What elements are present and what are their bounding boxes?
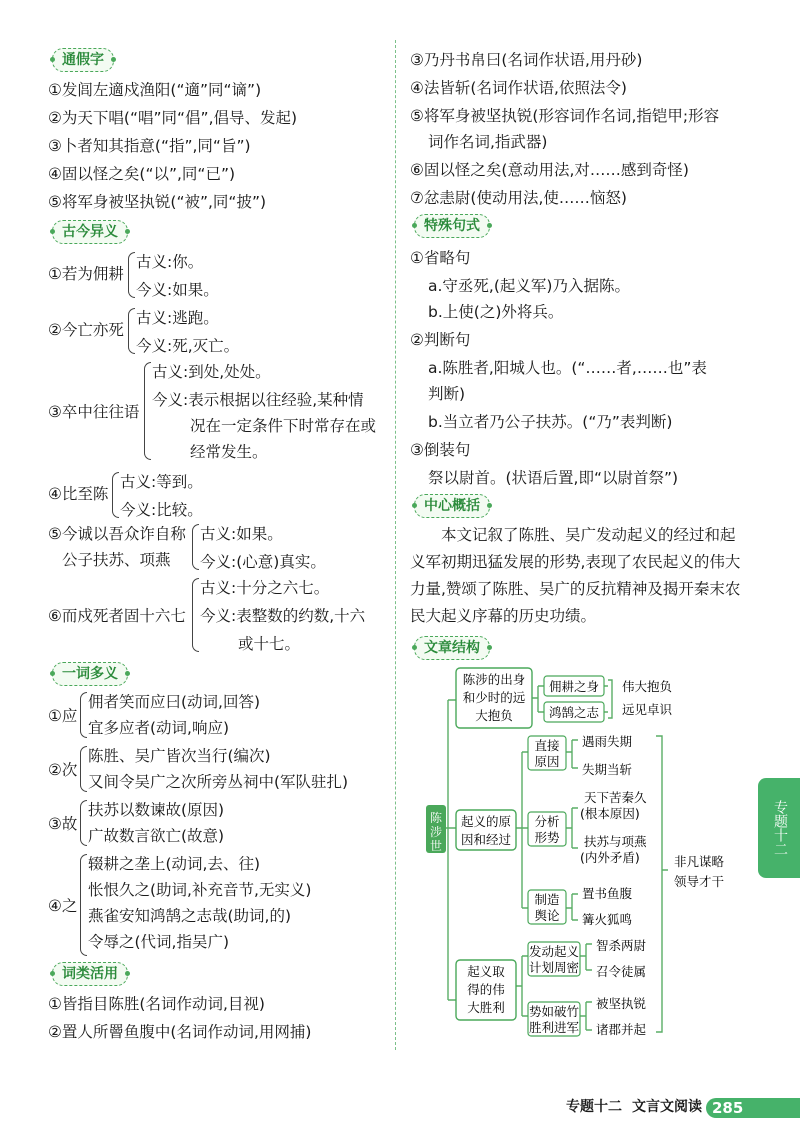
cilei-item-3: ③乃丹书帛曰(名词作状语,用丹砂) [410,51,643,69]
yici-word-3: ③故 [48,815,78,833]
svg-text:起义取: 起义取 [467,964,505,979]
svg-text:被坚执锐: 被坚执锐 [596,996,647,1011]
teshu-line: ①省略句 [410,249,471,267]
teshu-line: 祭以尉首。(状语后置,即“以尉首祭”) [428,469,679,487]
gujin-word-5a: ⑤今诚以吾众诈自称 [48,525,186,543]
section-tag-yiciduoyi: 一词多义 [52,662,128,686]
teshu-line: 判断) [428,385,466,403]
section-tag-jiegou: 文章结构 [414,636,490,660]
svg-text:失期当斩: 失期当斩 [582,762,633,777]
svg-text:制造: 制造 [534,892,560,907]
svg-text:伟大抱负: 伟大抱负 [622,679,673,694]
svg-text:远见卓识: 远见卓识 [622,702,673,717]
tongjiazi-item-2: ②为天下唱(“唱”同“倡”,倡导、发起) [48,109,298,127]
tongjiazi-item-4: ④固以怪之矣(“以”,同“已”) [48,165,236,183]
svg-text:和少时的远: 和少时的远 [462,690,526,705]
tongjiazi-item-5: ⑤将军身被坚执锐(“被”,同“披”) [48,193,267,211]
section-tag-tongjiazi: 通假字 [52,48,114,72]
svg-text:篝火狐鸣: 篝火狐鸣 [582,912,633,927]
diagram-root-label-1: 陈 [429,811,443,825]
yici-item: 扶苏以数谏故(原因) [88,801,225,819]
svg-text:起义的原: 起义的原 [460,814,512,829]
brace [128,308,135,354]
svg-text:胜利进军: 胜利进军 [528,1020,580,1035]
gujin-word-6: ⑥而戍死者固十六七 [48,607,186,625]
gujin-jin-5: 今义:(心意)真实。 [200,553,326,571]
teshu-line: a.守丞死,(起义军)乃入据陈。 [428,277,630,295]
yici-item: 陈胜、吴广皆次当行(编次) [88,747,271,765]
teshu-line: ③倒装句 [410,441,471,459]
svg-text:智杀两尉: 智杀两尉 [596,938,647,953]
svg-text:直接: 直接 [534,738,560,753]
gujin-gu-5: 古义:如果。 [200,525,283,543]
column-divider [395,40,396,1050]
svg-text:因和经过: 因和经过 [460,832,512,847]
brace [128,252,135,298]
section-tag-zhongxin: 中心概括 [414,494,490,518]
tongjiazi-item-3: ③卜者知其指意(“指”,同“旨”) [48,137,251,155]
gujin-jin-3a: 今义:表示根据以往经验,某种情 [152,391,364,409]
gujin-jin-6a: 今义:表整数的约数,十六 [200,607,366,625]
cilei-item-5b: 词作名词,指武器) [428,133,548,151]
brace [192,524,199,570]
cilei-item-6: ⑥固以怪之矣(意动用法,对……感到奇怪) [410,161,689,179]
teshu-line: ②判断句 [410,331,471,349]
yici-item: 燕雀安知鸿鹄之志哉(助词,的) [88,907,292,925]
yici-item: 怅恨久之(助词,补充音节,无实义) [88,881,312,899]
gujin-word-3: ③卒中往往语 [48,403,140,421]
gujin-gu-4: 古义:等到。 [120,473,203,491]
chapter-side-tab: 专题十二 [758,778,800,878]
yici-item: 广故数言欲亡(故意) [88,827,225,845]
brace [80,746,87,792]
svg-text:舆论: 舆论 [534,908,560,923]
svg-text:形势: 形势 [534,830,560,845]
gujin-jin-3b: 况在一定条件下时常存在或 [190,417,377,435]
brace [144,362,151,460]
cilei-item-5: ⑤将军身被坚执锐(形容词作名词,指铠甲;形容 [410,107,720,125]
summary-paragraph: 本文记叙了陈胜、吴广发动起义的经过和起义军初期迅猛发展的形势,表现了农民起义的伟大力量,赞颂了陈胜、吴广的反抗精神及揭开秦末农民大起义序幕的历史功绩。 [410,526,741,625]
cilei-item-1: ①皆指目陈胜(名词作动词,目视) [48,995,265,1013]
svg-text:鸿鹄之志: 鸿鹄之志 [548,705,600,720]
gujin-jin-3c: 经常发生。 [190,443,268,461]
svg-text:非凡谋略: 非凡谋略 [674,854,725,869]
gujin-gu-6: 古义:十分之六七。 [200,579,330,597]
gujin-word-2: ②今亡亦死 [48,321,124,339]
yici-item: 又间令吴广之次所旁丛祠中(军队驻扎) [88,773,349,791]
svg-text:天下苦秦久: 天下苦秦久 [584,790,647,805]
tongjiazi-item-1: ①发闾左適戍渔阳(“適”同“谪”) [48,81,262,99]
svg-text:扶苏与项燕: 扶苏与项燕 [584,834,647,849]
svg-text:诸郡并起: 诸郡并起 [596,1022,647,1037]
yici-item: 辍耕之垄上(动词,去、往) [88,855,261,873]
gujin-jin-2: 今义:死,灭亡。 [136,337,240,355]
page-number: 285 [706,1098,800,1118]
section-tag-gujin: 古今异义 [52,220,128,244]
gujin-word-4: ④比至陈 [48,485,109,503]
yici-item: 宜多应者(动词,响应) [88,719,230,737]
svg-text:大抱负: 大抱负 [475,708,513,723]
yici-item: 佣者笑而应曰(动词,回答) [88,693,261,711]
svg-text:召令徒属: 召令徒属 [596,964,647,979]
gujin-word-1: ①若为佣耕 [48,265,124,283]
yici-item: 令辱之(代词,指吴广) [88,933,230,951]
brace [80,800,87,846]
gujin-gu-2: 古义:逃跑。 [136,309,219,327]
brace [112,472,119,518]
svg-text:涉: 涉 [429,825,443,839]
cilei-item-2: ②置人所罾鱼腹中(名词作动词,用网捕) [48,1023,312,1041]
svg-text:得的伟: 得的伟 [467,982,505,997]
gujin-jin-6b: 或十七。 [238,635,301,653]
svg-text:佣耕之身: 佣耕之身 [548,679,600,694]
teshu-line: b.上使(之)外将兵。 [428,303,564,321]
gujin-jin-1: 今义:如果。 [136,281,219,299]
brace [80,692,87,738]
section-tag-teshu: 特殊句式 [414,214,490,238]
svg-text:发动起义: 发动起义 [528,944,580,959]
svg-text:置书鱼腹: 置书鱼腹 [582,886,633,901]
svg-text:大胜利: 大胜利 [467,1000,505,1015]
svg-text:陈涉的出身: 陈涉的出身 [462,672,526,687]
svg-text:世: 世 [429,839,443,853]
svg-text:(内外矛盾): (内外矛盾) [580,850,640,865]
svg-text:(根本原因): (根本原因) [580,806,640,821]
cilei-item-4: ④法皆斩(名词作状语,依照法令) [410,79,627,97]
yici-word-1: ①应 [48,707,78,725]
footer-chapter: 专题十二 [566,1099,622,1115]
teshu-line: b.当立者乃公子扶苏。(“乃”表判断) [428,413,673,431]
gujin-gu-3: 古义:到处,处处。 [152,363,271,381]
teshu-line: a.陈胜者,阳城人也。(“……者,……也”表 [428,359,707,377]
svg-text:领导才干: 领导才干 [674,874,725,889]
svg-text:遇雨失期: 遇雨失期 [582,734,633,749]
gujin-gu-1: 古义:你。 [136,253,204,271]
svg-text:势如破竹: 势如破竹 [528,1004,580,1019]
yici-word-4: ④之 [48,897,78,915]
yici-word-2: ②次 [48,761,78,779]
svg-text:分析: 分析 [534,814,560,829]
brace [80,854,87,956]
gujin-word-5b: 公子扶苏、项燕 [62,551,171,569]
brace [192,578,199,652]
svg-text:原因: 原因 [534,754,560,769]
structure-diagram [400,660,760,1050]
svg-text:家: 家 [429,853,443,867]
section-tag-cilei: 词类活用 [52,962,128,986]
footer-section: 文言文阅读 [632,1099,702,1115]
cilei-item-7: ⑦忿恚尉(使动用法,使……恼怒) [410,189,627,207]
gujin-jin-4: 今义:比较。 [120,501,203,519]
svg-text:计划周密: 计划周密 [528,960,580,975]
